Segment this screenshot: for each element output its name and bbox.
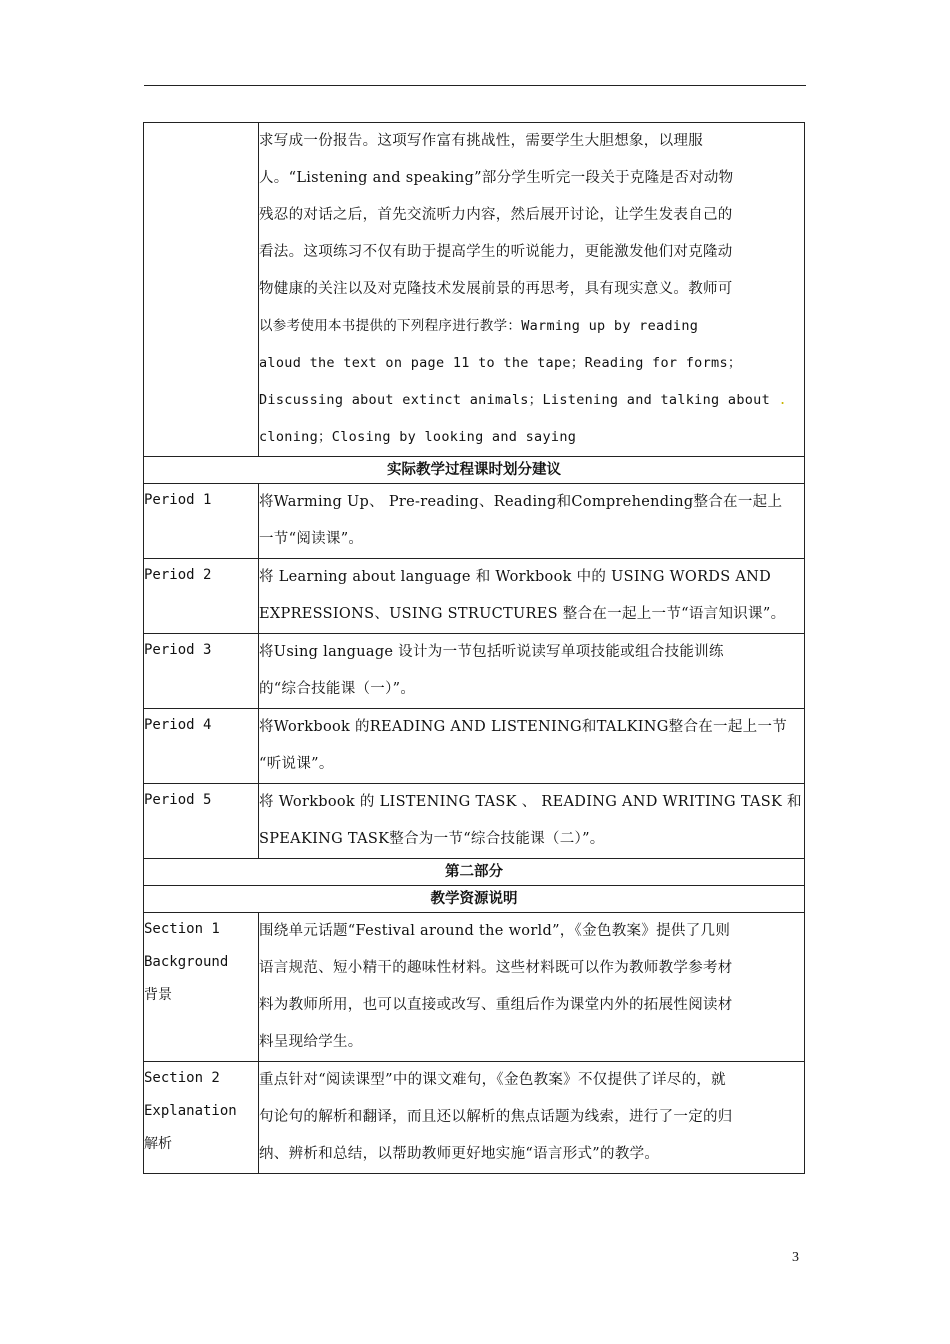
page-number: 3 bbox=[792, 1250, 799, 1265]
text-line: 看法。这项练习不仅有助于提高学生的听说能力，更能激发他们对克隆动 bbox=[259, 244, 733, 260]
period-description bbox=[259, 634, 805, 709]
empty-label-cell bbox=[144, 123, 259, 457]
lesson-plan-table bbox=[143, 122, 805, 1174]
stray-dot-mark: . bbox=[770, 392, 787, 408]
table-row-period bbox=[144, 559, 805, 634]
text-line: 求写成一份报告。这项写作富有挑战性，需要学生大胆想象，以理服 bbox=[259, 133, 703, 149]
text-line: 重点针对“阅读课型”中的课文难句，《金色教案》不仅提供了详尽的，就 bbox=[259, 1072, 726, 1088]
resources-heading: 教学资源说明 bbox=[144, 886, 805, 913]
header-rule bbox=[144, 85, 806, 86]
text-line: 料呈现给学生。 bbox=[259, 1034, 363, 1050]
table-row-section bbox=[144, 913, 805, 1062]
period-label: Period 5 bbox=[144, 784, 259, 859]
section-label-line: Section 2 bbox=[144, 1070, 220, 1086]
section-label-line: Background bbox=[144, 954, 229, 970]
text-line: 物健康的关注以及对克隆技术发展前景的再思考，具有现实意义。教师可 bbox=[259, 281, 733, 297]
period-label: Period 4 bbox=[144, 709, 259, 784]
table-row-heading bbox=[144, 886, 805, 913]
table-row-period bbox=[144, 709, 805, 784]
text-line: 句论句的解析和翻译，而且还以解析的焦点话题为线索，进行了一定的归 bbox=[259, 1109, 733, 1125]
text-line: EXPRESSIONS、USING STRUCTURES 整合在一起上一节“语言知识课”。 bbox=[259, 606, 786, 622]
periods-heading: 实际教学过程课时划分建议 bbox=[144, 457, 805, 484]
table-row-period bbox=[144, 784, 805, 859]
table-row-period bbox=[144, 634, 805, 709]
table-row-heading bbox=[144, 859, 805, 886]
text-line: 围绕单元话题“Festival around the world”，《金色教案》提供了几则 bbox=[259, 923, 731, 939]
table-row-period bbox=[144, 484, 805, 559]
section-description bbox=[259, 913, 805, 1062]
text-line: 语言规范、短小精干的趣味性材料。这些材料既可以作为教师教学参考材 bbox=[259, 960, 733, 976]
text-line: 将 Learning about language 和 Workbook 中的 USING WORDS AND bbox=[259, 569, 772, 585]
text-line: 将Workbook 的READING AND LISTENING和TALKING整合在一起上一节 bbox=[259, 719, 788, 735]
text-line: 人。“Listening and speaking”部分学生听完一段关于克隆是否对动物 bbox=[259, 170, 734, 186]
text-line bbox=[259, 382, 804, 419]
table-row-intro bbox=[144, 123, 805, 457]
text-line: aloud the text on page 11 to the tape；Reading for forms； bbox=[259, 355, 742, 371]
period-label: Period 1 bbox=[144, 484, 259, 559]
section-label bbox=[144, 1062, 259, 1174]
text-line: 以参考使用本书提供的下列程序进行教学：Warming up by reading bbox=[259, 318, 699, 334]
text-line: SPEAKING TASK整合为一节“综合技能课（二）”。 bbox=[259, 831, 605, 847]
table-row-section bbox=[144, 1062, 805, 1174]
part-two-heading: 第二部分 bbox=[144, 859, 805, 886]
text-line: 将Using language 设计为一节包括听说读写单项技能或组合技能训练 bbox=[259, 644, 724, 660]
text-line: 的“综合技能课（一）”。 bbox=[259, 681, 416, 697]
period-label: Period 2 bbox=[144, 559, 259, 634]
period-description bbox=[259, 784, 805, 859]
text-line: 纳、辨析和总结，以帮助教师更好地实施“语言形式”的教学。 bbox=[259, 1146, 660, 1162]
text-line: cloning；Closing by looking and saying bbox=[259, 429, 577, 445]
section-label-line: 解析 bbox=[144, 1136, 172, 1152]
period-label: Period 3 bbox=[144, 634, 259, 709]
text-line: 将Warming Up、 Pre-reading、Reading和Comprehending整合在一起上 bbox=[259, 494, 783, 510]
text-line-content: Discussing about extinct animals；Listening and talking about bbox=[259, 392, 771, 408]
section-label-line: 背景 bbox=[144, 987, 172, 1003]
intro-text-cell bbox=[259, 123, 805, 457]
period-description bbox=[259, 484, 805, 559]
period-description bbox=[259, 559, 805, 634]
table-row-heading bbox=[144, 457, 805, 484]
section-description bbox=[259, 1062, 805, 1174]
text-line: 料为教师所用，也可以直接或改写、重组后作为课堂内外的拓展性阅读材 bbox=[259, 997, 733, 1013]
text-line: 将 Workbook 的 LISTENING TASK 、 READING AND WRITING TASK 和 bbox=[259, 794, 802, 810]
text-line: 一节“阅读课”。 bbox=[259, 531, 364, 547]
text-line: 残忍的对话之后，首先交流听力内容，然后展开讨论，让学生发表自己的 bbox=[259, 207, 733, 223]
period-description bbox=[259, 709, 805, 784]
section-label bbox=[144, 913, 259, 1062]
section-label-line: Explanation bbox=[144, 1103, 237, 1119]
text-line: “听说课”。 bbox=[259, 756, 334, 772]
section-label-line: Section 1 bbox=[144, 921, 220, 937]
